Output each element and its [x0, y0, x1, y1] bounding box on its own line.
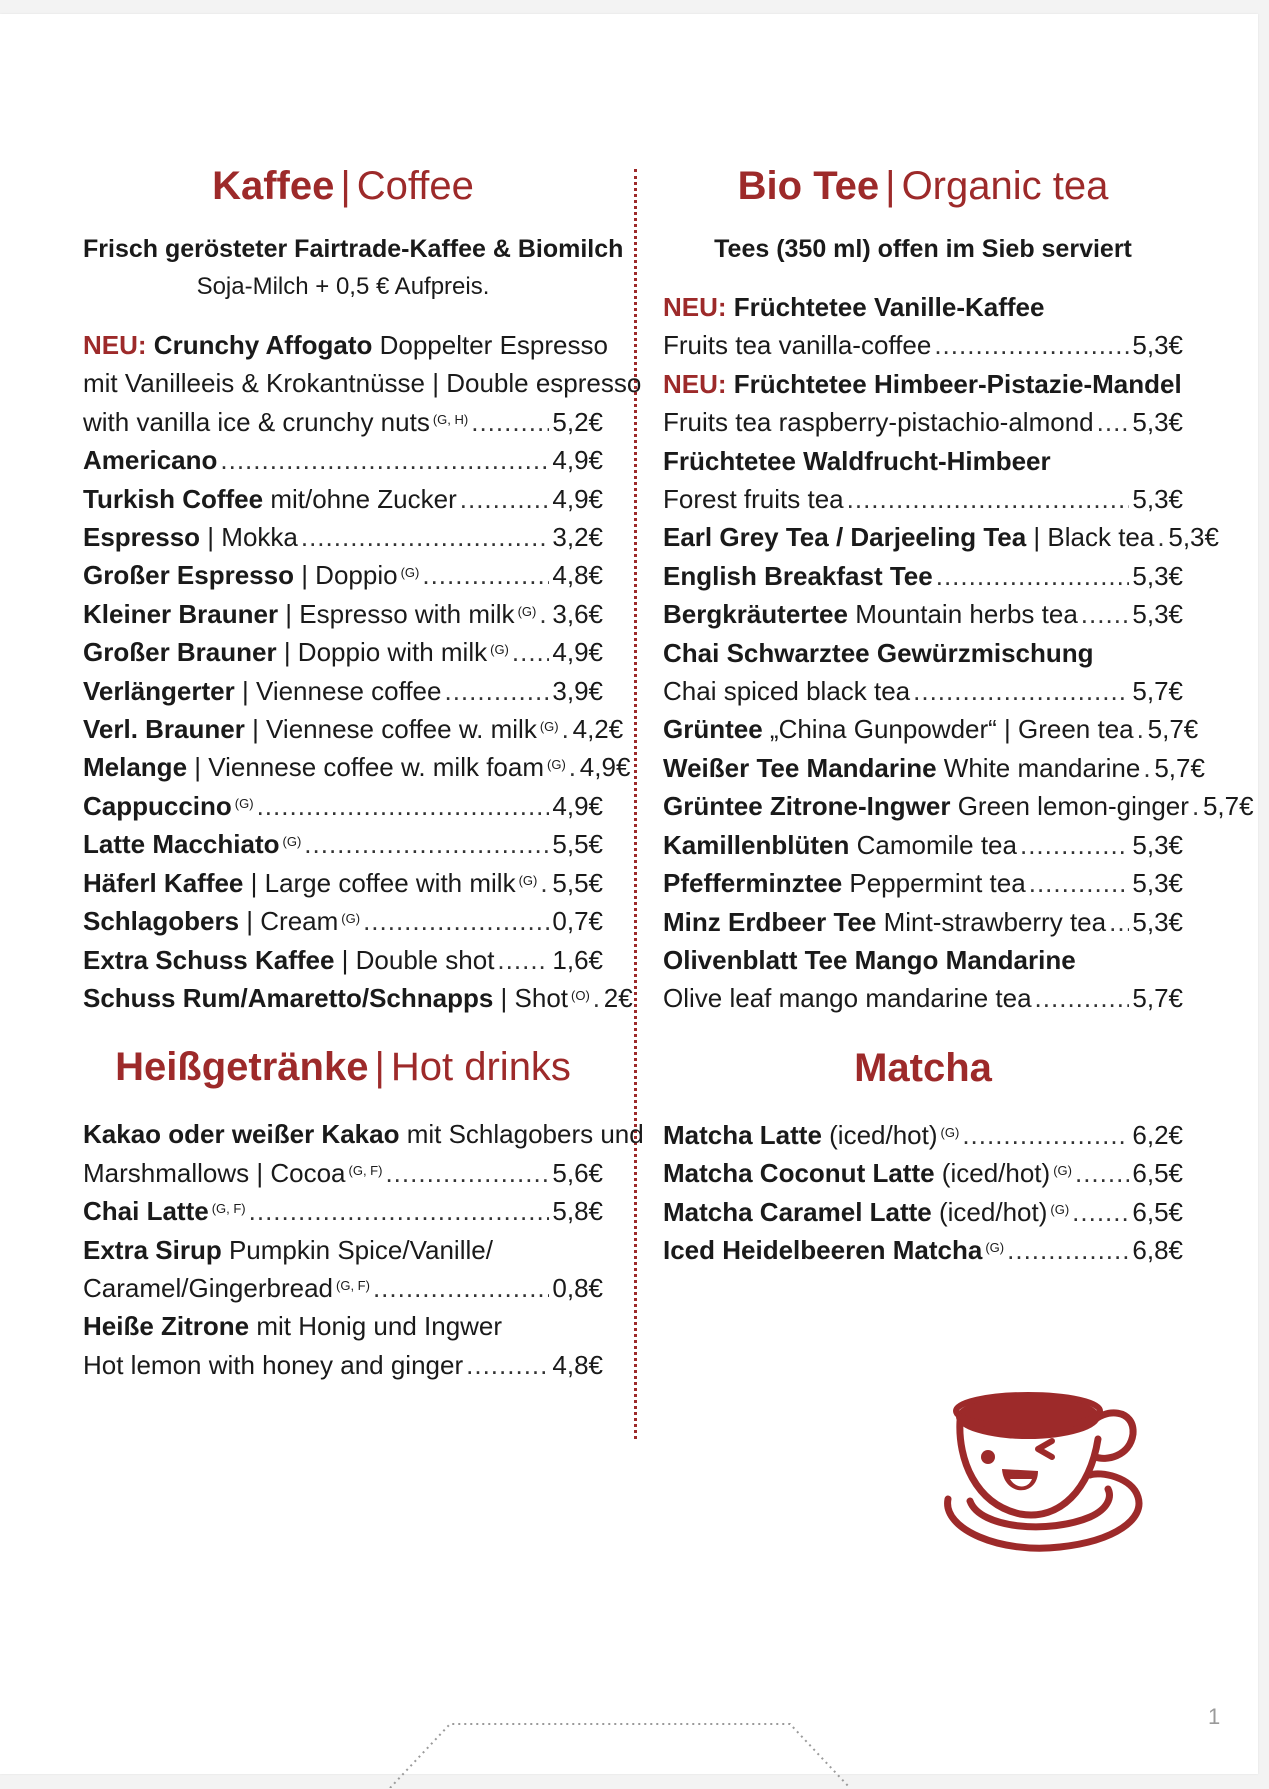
kaffee-section	[83, 162, 644, 1384]
menu-item-kaffee: Schlagobers | Cream $^{(G)}$ ..... 0,7€	[83, 902, 603, 940]
page-number: 1	[1208, 1704, 1221, 1729]
menu-item-tee: Grüntee Zitrone-Ingwer Green lemon-ginger ..... 5,7€	[663, 787, 1183, 825]
menu-item-kakao: Kakao oder weißer Kakao mit Schlagobers und Marshmallows | Cocoa $^{(G, F)}$ ..... 5,6€	[83, 1115, 603, 1192]
menu-item-kaffee: Latte Macchiato $^{(G)}$ ..... 5,5€	[83, 825, 603, 863]
menu-item-chai-tee: Chai Schwarztee Gewürzmischung Chai spiced black tea ..... 5,7€	[663, 634, 1183, 711]
menu-item-kaffee: Kleiner Brauner | Espresso with milk $^{(G)}$ ..... 3,6€	[83, 595, 603, 633]
heiss-title: Heißgetränke | Hot drinks	[115, 1045, 571, 1090]
menu-page	[0, 14, 1258, 1774]
tee-black-list	[663, 518, 1219, 633]
menu-item-tee: Früchtetee Waldfrucht-Himbeer Forest fruits tea ..... 5,3€	[663, 442, 1183, 519]
menu-item-kaffee: Extra Schuss Kaffee | Double shot ..... 1,6€	[83, 941, 603, 979]
page-tab-outline	[380, 1714, 860, 1788]
menu-item-extra-sirup: Extra Sirup Pumpkin Spice/Vanille/ Caramel/Gingerbread $^{(G, F)}$ ..... 0,8€	[83, 1231, 603, 1308]
menu-item-kaffee: Espresso | Mokka ..... 3,2€	[83, 518, 603, 556]
tee-green-list	[663, 710, 1254, 940]
menu-item-tee: Bergkräutertee Mountain herbs tea ..... 5,3€	[663, 595, 1183, 633]
kaffee-note: Soja-Milch + 0,5 € Aufpreis.	[196, 273, 490, 300]
menu-item-tee: Earl Grey Tea / Darjeeling Tea | Black tea ..... 5,3€	[663, 518, 1183, 556]
menu-item-tee: Grüntee „China Gunpowder“ | Green tea ..... 5,7€	[663, 710, 1183, 748]
matcha-title: Matcha	[854, 1045, 992, 1090]
kaffee-title: Kaffee | Coffee	[212, 164, 474, 208]
menu-item-kaffee: Großer Espresso | Doppio $^{(G)}$ ..... 4,8€	[83, 556, 603, 594]
kaffee-item-list	[83, 441, 633, 1017]
menu-item-kaffee: Häferl Kaffee | Large coffee with milk $^{(G)}$ ..... 5,5€	[83, 864, 603, 902]
menu-item-olivenblatt: Olivenblatt Tee Mango Mandarine Olive leaf mango mandarine tea ..... 5,7€	[663, 941, 1183, 1018]
tee-fruit-list	[663, 288, 1183, 518]
tee-subheading: Tees (350 ml) offen im Sieb serviert	[714, 235, 1132, 263]
menu-item-tee: NEU: Früchtetee Vanille-Kaffee Fruits tea vanilla-coffee ..... 5,3€	[663, 288, 1183, 365]
menu-item-matcha: Matcha Coconut Latte (iced/hot) $^{(G)}$ ..... 6,5€	[663, 1154, 1183, 1192]
matcha-item-list	[663, 1116, 1183, 1270]
column-divider	[634, 169, 637, 1439]
menu-item-kaffee: Turkish Coffee mit/ohne Zucker ..... 4,9€	[83, 480, 603, 518]
menu-item-chai-latte: Chai Latte $^{(G, F)}$ ..... 5,8€	[83, 1192, 603, 1230]
coffee-cup-mascot-icon	[940, 1379, 1160, 1559]
menu-item-tee: Kamillenblüten Camomile tea ..... 5,3€	[663, 826, 1183, 864]
menu-item-kaffee: Americano ..... 4,9€	[83, 441, 603, 479]
menu-item-tee: English Breakfast Tee ..... 5,3€	[663, 557, 1183, 595]
menu-item-tee: Minz Erdbeer Tee Mint-strawberry tea ..... 5,3€	[663, 903, 1183, 941]
menu-item-kaffee: Verlängerter | Viennese coffee ..... 3,9€	[83, 672, 603, 710]
menu-item-tee: Weißer Tee Mandarine White mandarine ..... 5,7€	[663, 749, 1183, 787]
menu-item-tee: NEU: Früchtetee Himbeer-Pistazie-Mandel Fruits tea raspberry-pistachio-almond ..... 5,3€	[663, 365, 1183, 442]
menu-item-kaffee: Verl. Brauner | Viennese coffee w. milk $^{(G)}$ ..... 4,2€	[83, 710, 603, 748]
menu-item-heisse-zitrone: Heiße Zitrone mit Honig und Ingwer Hot lemon with honey and ginger ..... 4,8€	[83, 1307, 603, 1384]
menu-item-matcha: Matcha Latte (iced/hot) $^{(G)}$ ..... 6,2€	[663, 1116, 1183, 1154]
menu-item-matcha: Matcha Caramel Latte (iced/hot) $^{(G)}$ ..... 6,5€	[663, 1193, 1183, 1231]
menu-item-affogato: NEU: Crunchy Affogato Doppelter Espresso mit Vanilleeis & Krokantnüsse | Double espresso with vanilla ice & crunchy nuts $^{(G, H)}$ ..... 5,2€	[83, 326, 603, 441]
menu-item-kaffee: Cappuccino $^{(G)}$ ..... 4,9€	[83, 787, 603, 825]
menu-item-tee: Pfefferminztee Peppermint tea ..... 5,3€	[663, 864, 1183, 902]
menu-item-matcha: Iced Heidelbeeren Matcha $^{(G)}$ ..... 6,8€	[663, 1231, 1183, 1269]
menu-item-kaffee: Schuss Rum/Amaretto/Schnapps | Shot $^{(O)}$ ..... 2€	[83, 979, 603, 1017]
tee-section	[663, 162, 1254, 1269]
menu-item-kaffee: Großer Brauner | Doppio with milk $^{(G)}$ ..... 4,9€	[83, 633, 603, 671]
tee-title: Bio Tee | Organic tea	[737, 164, 1109, 208]
kaffee-subheading: Frisch gerösteter Fairtrade-Kaffee & Biomilch	[83, 235, 624, 263]
menu-item-kaffee: Melange | Viennese coffee w. milk foam $^{(G)}$ ..... 4,9€	[83, 748, 603, 786]
